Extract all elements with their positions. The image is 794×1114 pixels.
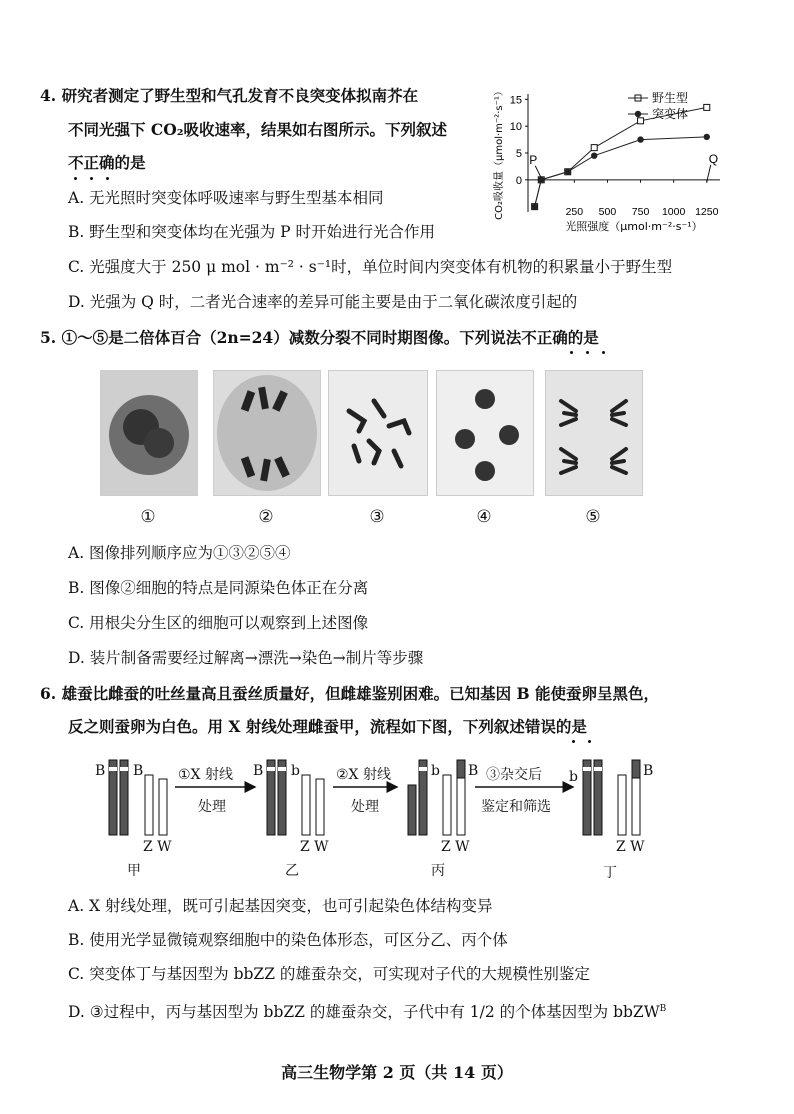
micrograph-label-5: ⑤: [585, 507, 601, 527]
annotation-q: Q: [708, 151, 719, 166]
series-line-wild-type: [535, 107, 707, 206]
gene-label: B: [643, 763, 654, 779]
page-footer: 高三生物学第 2 页（共 14 页）: [281, 1063, 513, 1082]
q4-option-b: B. 野生型和突变体均在光强为 P 时开始进行光合作用: [68, 223, 436, 241]
q4-stem-line3: 不正确的是: [68, 153, 146, 172]
q6-option-d-superscript: B: [659, 1004, 667, 1014]
emphasis-dot: [90, 177, 93, 180]
q5-stem: 5. ①～⑤是二倍体百合（2n=24）减数分裂不同时期图像。下列说法不正确的是: [40, 328, 599, 347]
step3-label-top: ③杂交后: [486, 767, 542, 783]
step1-label-bottom: 处理: [198, 799, 226, 815]
gene-label: B: [133, 763, 144, 779]
q6-option-a: A. X 射线处理，既可引起基因突变，也可引起染色体结构变异: [68, 897, 493, 915]
gene-label: B: [253, 763, 264, 779]
q4-option-c: C. 光强度大于 250 μ mol · m⁻² · s⁻¹时，单位时间内突变体有机物的积累量小于野生型: [68, 258, 673, 276]
micrograph-label-1: ①: [140, 507, 156, 527]
q5-option-c: C. 用根尖分生区的细胞可以观察到上述图像: [68, 614, 369, 632]
emphasis-dot: [106, 177, 109, 180]
emphasis-dot: [602, 351, 605, 354]
data-point-mutant: [565, 169, 571, 175]
gene-label: b: [431, 763, 440, 779]
x-tick-label: 1000: [661, 206, 686, 218]
zw-label: Z W: [143, 839, 172, 855]
x-tick-label: 1250: [695, 206, 719, 218]
y-tick-label: 15: [509, 94, 522, 107]
individual-ding: 丁: [603, 865, 617, 881]
micrograph-label-4: ④: [476, 507, 492, 527]
data-point-wild-type: [638, 118, 644, 124]
emphasis-dot: [572, 740, 575, 743]
legend-label-mutant: 突变体: [652, 107, 689, 121]
y-tick-label: 10: [509, 121, 522, 134]
data-point-mutant: [637, 136, 643, 142]
step1-label-top: ①X 射线: [178, 767, 233, 783]
micrograph-4: [436, 370, 534, 496]
q5-option-b: B. 图像②细胞的特点是同源染色体正在分离: [68, 579, 369, 597]
q6-stem-line1: 6. 雄蚕比雌蚕的吐丝量高且蚕丝质量好，但雌雄鉴别困难。已知基因 B 能使蚕卵呈黑色，: [40, 684, 659, 703]
emphasis-dot: [586, 351, 589, 354]
gene-label: B: [468, 763, 479, 779]
individual-yi: 乙: [285, 863, 299, 879]
zw-label: Z W: [441, 839, 470, 855]
q6-option-c: C. 突变体丁与基因型为 bbZZ 的雄蚕杂交，可实现对子代的大规模性别鉴定: [68, 965, 590, 983]
q4-stem-line2: 不同光强下 CO₂吸收速率，结果如右图所示。下列叙述: [68, 120, 448, 139]
micrograph-label-2: ②: [258, 507, 274, 527]
gene-label: B: [95, 763, 106, 779]
chart-svg: [490, 84, 740, 234]
q6-option-d: [68, 999, 666, 1022]
co2-absorption-chart: [490, 84, 740, 234]
q6-option-b: B. 使用光学显微镜观察细胞中的染色体形态，可区分乙、丙个体: [68, 931, 508, 949]
micrograph-2: [213, 370, 321, 496]
series-line-mutant: [535, 137, 707, 207]
individual-jia: 甲: [127, 863, 141, 879]
gene-label: b: [291, 763, 300, 779]
micrograph-5: [545, 370, 643, 496]
y-tick-label: 0: [515, 174, 522, 187]
q5-option-a: A. 图像排列顺序应为①③②⑤④: [68, 544, 291, 562]
x-tick-label: 750: [631, 206, 650, 218]
step3-label-bottom: 鉴定和筛选: [481, 799, 551, 815]
micrograph-1: [100, 370, 198, 496]
annotation-p: P: [529, 152, 538, 167]
legend-label-wild-type: 野生型: [652, 91, 689, 105]
x-tick-label: 250: [565, 206, 584, 218]
q6-stem-line2: 反之则蚕卵为白色。用 X 射线处理雌蚕甲，流程如下图，下列叙述错误的是: [68, 717, 587, 736]
emphasis-dot: [588, 740, 591, 743]
y-tick-label: 5: [515, 148, 522, 160]
zw-label: Z W: [300, 839, 329, 855]
step2-label-bottom: 处理: [351, 799, 379, 815]
zw-label: Z W: [616, 839, 645, 855]
data-point-mutant: [704, 134, 710, 140]
gene-label: b: [569, 769, 578, 785]
data-point-wild-type: [591, 145, 597, 151]
micrograph-label-3: ③: [369, 507, 385, 527]
q4-option-a: A. 无光照时突变体呼吸速率与野生型基本相同: [68, 189, 384, 207]
data-point-mutant: [591, 152, 597, 158]
step2-label-top: ②X 射线: [336, 767, 391, 783]
annotation-q-arrow: [707, 165, 711, 182]
chromosome-flow-diagram: [95, 755, 665, 885]
data-point-wild-type: [704, 104, 710, 110]
q6-option-d-text: D. ③过程中，丙与基因型为 bbZZ 的雄蚕杂交，子代中有 1/2 的个体基因型为 bbZW: [68, 1003, 660, 1022]
q4-stem-line1: 4. 研究者测定了野生型和气孔发育不良突变体拟南芥在: [40, 86, 419, 105]
q5-option-d: D. 装片制备需要经过解离→漂洗→染色→制片等步骤: [68, 649, 424, 667]
y-axis-label: CO₂吸收量（μmol·m⁻²·s⁻¹）: [494, 86, 505, 220]
annotation-p-arrow: [535, 166, 541, 178]
individual-bing: 丙: [431, 863, 445, 879]
emphasis-dot: [570, 351, 573, 354]
emphasis-dot: [74, 177, 77, 180]
q4-option-d: D. 光强为 Q 时，二者光合速率的差异可能主要是由于二氧化碳浓度引起的: [68, 293, 578, 311]
data-point-mutant: [531, 203, 537, 209]
x-tick-label: 500: [598, 206, 617, 218]
micrograph-3: [328, 370, 428, 496]
x-axis-label: 光照强度（μmol·m⁻²·s⁻¹）: [565, 220, 703, 233]
